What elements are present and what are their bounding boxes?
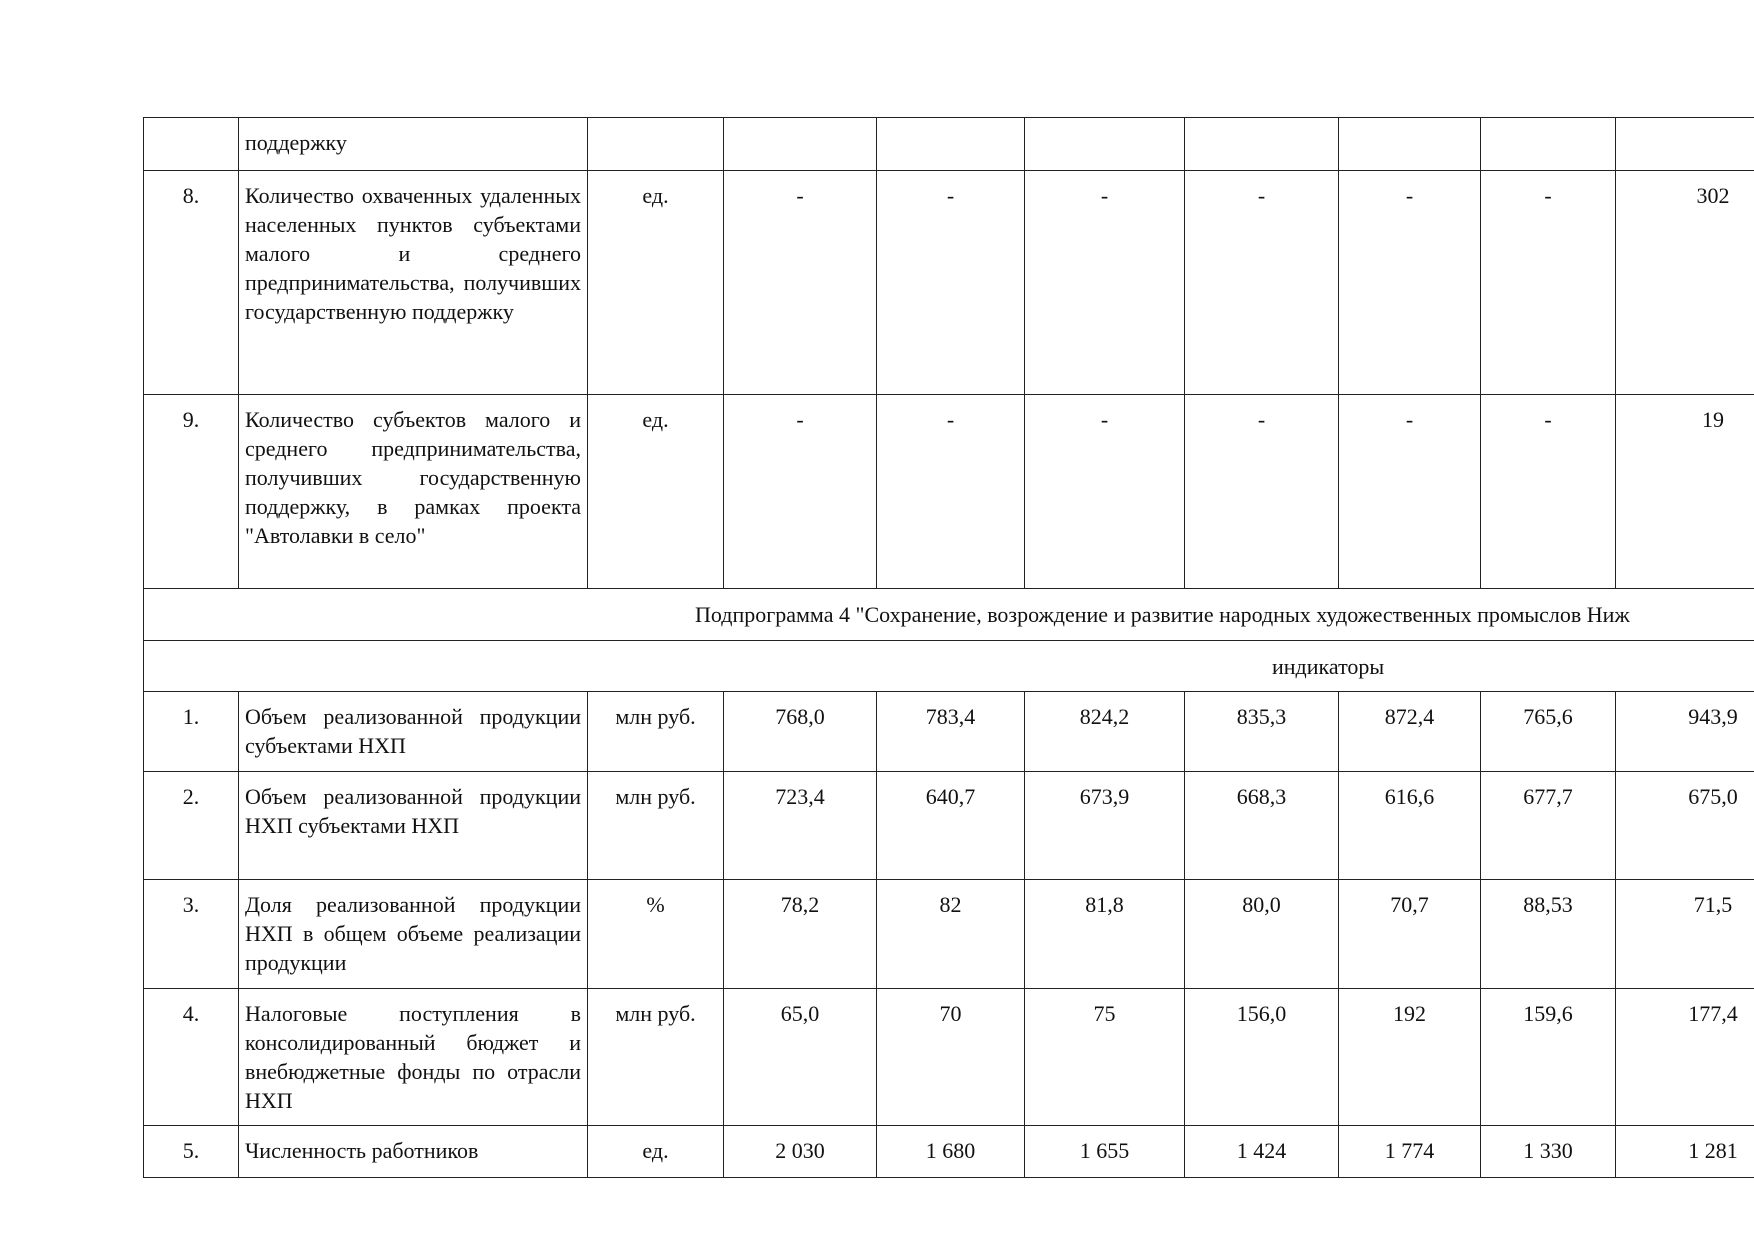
value-cell: - <box>877 395 1025 589</box>
value-cell: 78,2 <box>724 880 877 989</box>
value-cell: 824,2 <box>1025 692 1185 772</box>
subsection-row <box>144 641 1754 692</box>
table-row <box>144 1126 1754 1178</box>
unit: ед. <box>588 171 724 395</box>
indicator-name: Объем реализованной продукции субъектами НХП <box>239 692 588 772</box>
value-cell: 723,4 <box>724 772 877 880</box>
value-cell: 943,9 <box>1616 692 1754 772</box>
table-row <box>144 880 1754 989</box>
value-cell: 82 <box>877 880 1025 989</box>
value-cell: 675,0 <box>1616 772 1754 880</box>
table-row <box>144 692 1754 772</box>
value-cell: 192 <box>1339 989 1481 1126</box>
value-cell <box>877 118 1025 171</box>
value-cell: 677,7 <box>1481 772 1616 880</box>
unit: % <box>588 880 724 989</box>
value-cell: 616,6 <box>1339 772 1481 880</box>
value-cell: 80,0 <box>1185 880 1339 989</box>
table-row <box>144 772 1754 880</box>
table-row <box>144 118 1754 171</box>
value-cell: 768,0 <box>724 692 877 772</box>
value-cell: 835,3 <box>1185 692 1339 772</box>
value-cell: 88,53 <box>1481 880 1616 989</box>
indicator-name: Количество охваченных удаленных населенных пунктов субъектами малого и среднего предпринимательства, получивших государственную поддержку <box>239 171 588 395</box>
section-row <box>144 589 1754 641</box>
value-cell: 673,9 <box>1025 772 1185 880</box>
value-cell: 177,4 <box>1616 989 1754 1126</box>
unit: ед. <box>588 395 724 589</box>
indicator-name: Объем реализованной продукции НХП субъектами НХП <box>239 772 588 880</box>
unit: ед. <box>588 1126 724 1178</box>
value-cell: 19 <box>1616 395 1754 589</box>
row-number: 4. <box>144 989 239 1126</box>
unit: млн руб. <box>588 989 724 1126</box>
subsection-title: индикаторы <box>144 641 1754 692</box>
value-cell <box>1185 118 1339 171</box>
value-cell: - <box>1025 171 1185 395</box>
value-cell <box>724 118 877 171</box>
row-number: 1. <box>144 692 239 772</box>
value-cell: 640,7 <box>877 772 1025 880</box>
unit: млн руб. <box>588 772 724 880</box>
value-cell: - <box>877 171 1025 395</box>
value-cell <box>1616 118 1754 171</box>
value-cell: - <box>1185 395 1339 589</box>
value-cell: 65,0 <box>724 989 877 1126</box>
value-cell: 783,4 <box>877 692 1025 772</box>
value-cell <box>1339 118 1481 171</box>
indicator-name: Количество субъектов малого и среднего предпринимательства, получивших государственную поддержку, в рамках проекта "Автолавки в село" <box>239 395 588 589</box>
value-cell <box>1481 118 1616 171</box>
value-cell: - <box>1025 395 1185 589</box>
indicator-name: Численность работников <box>239 1126 588 1178</box>
value-cell: 71,5 <box>1616 880 1754 989</box>
value-cell: 1 680 <box>877 1126 1025 1178</box>
value-cell: 765,6 <box>1481 692 1616 772</box>
unit <box>588 118 724 171</box>
value-cell: 1 281 <box>1616 1126 1754 1178</box>
table-row <box>144 171 1754 395</box>
value-cell: 1 655 <box>1025 1126 1185 1178</box>
value-cell: 156,0 <box>1185 989 1339 1126</box>
value-cell: - <box>1481 171 1616 395</box>
row-number: 8. <box>144 171 239 395</box>
value-cell: 872,4 <box>1339 692 1481 772</box>
value-cell: - <box>1339 171 1481 395</box>
value-cell: 81,8 <box>1025 880 1185 989</box>
value-cell: 1 330 <box>1481 1126 1616 1178</box>
value-cell: 70,7 <box>1339 880 1481 989</box>
value-cell: - <box>724 171 877 395</box>
value-cell: - <box>1339 395 1481 589</box>
section-title: Подпрограмма 4 "Сохранение, возрождение и развитие народных художественных промыслов Ниж <box>144 589 1754 641</box>
value-cell: - <box>724 395 877 589</box>
indicator-name: Налоговые поступления в консолидированный бюджет и внебюджетные фонды по отрасли НХП <box>239 989 588 1126</box>
value-cell: 70 <box>877 989 1025 1126</box>
value-cell: 159,6 <box>1481 989 1616 1126</box>
value-cell: 302 <box>1616 171 1754 395</box>
value-cell: 1 774 <box>1339 1126 1481 1178</box>
table-row <box>144 989 1754 1126</box>
row-number: 5. <box>144 1126 239 1178</box>
indicators-table <box>143 117 1754 1178</box>
indicator-name: Доля реализованной продукции НХП в общем объеме реализации продукции <box>239 880 588 989</box>
row-number: 9. <box>144 395 239 589</box>
value-cell <box>1025 118 1185 171</box>
table-row <box>144 395 1754 589</box>
row-number: 3. <box>144 880 239 989</box>
value-cell: - <box>1481 395 1616 589</box>
indicator-name: поддержку <box>239 118 588 171</box>
value-cell: 75 <box>1025 989 1185 1126</box>
value-cell: - <box>1185 171 1339 395</box>
value-cell: 2 030 <box>724 1126 877 1178</box>
unit: млн руб. <box>588 692 724 772</box>
row-number: 2. <box>144 772 239 880</box>
row-number <box>144 118 239 171</box>
value-cell: 668,3 <box>1185 772 1339 880</box>
value-cell: 1 424 <box>1185 1126 1339 1178</box>
